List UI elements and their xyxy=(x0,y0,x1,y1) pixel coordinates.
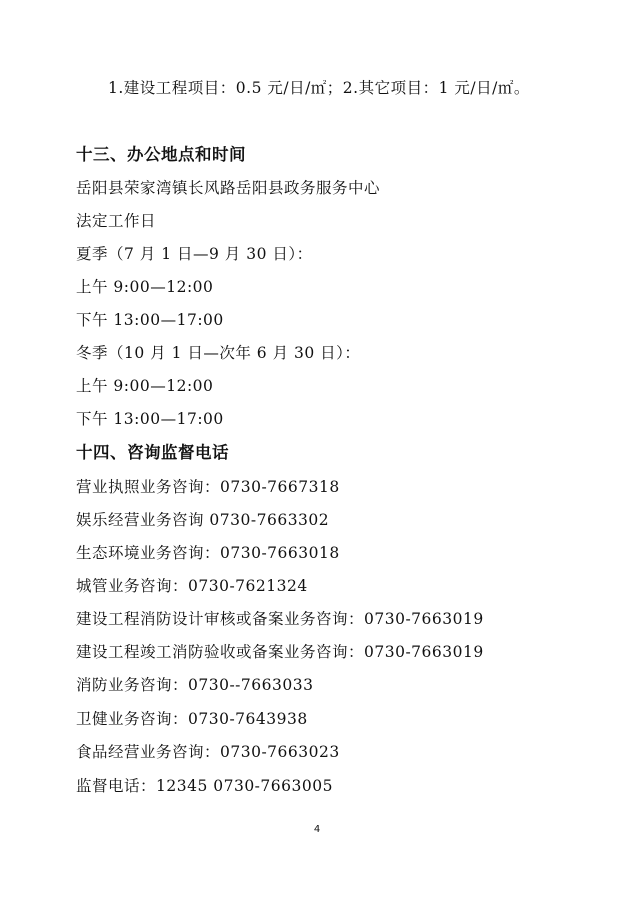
office-address: 岳阳县荣家湾镇长风路岳阳县政务服务中心 xyxy=(76,179,381,197)
phone-line: 城管业务咨询：0730-7621324 xyxy=(76,577,308,595)
winter-afternoon-hours: 下午 13:00—17:00 xyxy=(76,410,224,428)
phone-line: 食品经营业务咨询：0730-7663023 xyxy=(76,743,340,761)
winter-season: 冬季（10 月 1 日—次年 6 月 30 日）： xyxy=(76,344,361,362)
summer-morning-hours: 上午 9:00—12:00 xyxy=(76,278,214,296)
section-14-heading: 十四、咨询监督电话 xyxy=(76,443,229,462)
phone-line: 建设工程竣工消防验收或备案业务咨询：0730-7663019 xyxy=(76,643,484,661)
phone-line: 卫健业务咨询：0730-7643938 xyxy=(76,710,308,728)
winter-morning-hours: 上午 9:00—12:00 xyxy=(76,377,214,395)
phone-line: 生态环境业务咨询：0730-7663018 xyxy=(76,544,340,562)
phone-line: 娱乐经营业务咨询 0730-7663302 xyxy=(76,511,330,529)
workdays-label: 法定工作日 xyxy=(76,212,157,230)
phone-line: 建设工程消防设计审核或备案业务咨询：0730-7663019 xyxy=(76,610,484,628)
page-number: 4 xyxy=(313,824,321,835)
phone-line: 营业执照业务咨询：0730-7667318 xyxy=(76,478,340,496)
summer-season: 夏季（7 月 1 日—9 月 30 日）： xyxy=(76,245,313,263)
summer-afternoon-hours: 下午 13:00—17:00 xyxy=(76,311,224,329)
phone-line: 消防业务咨询：0730--7663033 xyxy=(76,676,314,694)
section-13-heading: 十三、办公地点和时间 xyxy=(76,145,246,164)
fee-standard-line: 1.建设工程项目：0.5 元/日/㎡；2.其它项目：1 元/日/㎡。 xyxy=(108,79,530,97)
supervision-phone-line: 监督电话：12345 0730-7663005 xyxy=(76,777,333,795)
